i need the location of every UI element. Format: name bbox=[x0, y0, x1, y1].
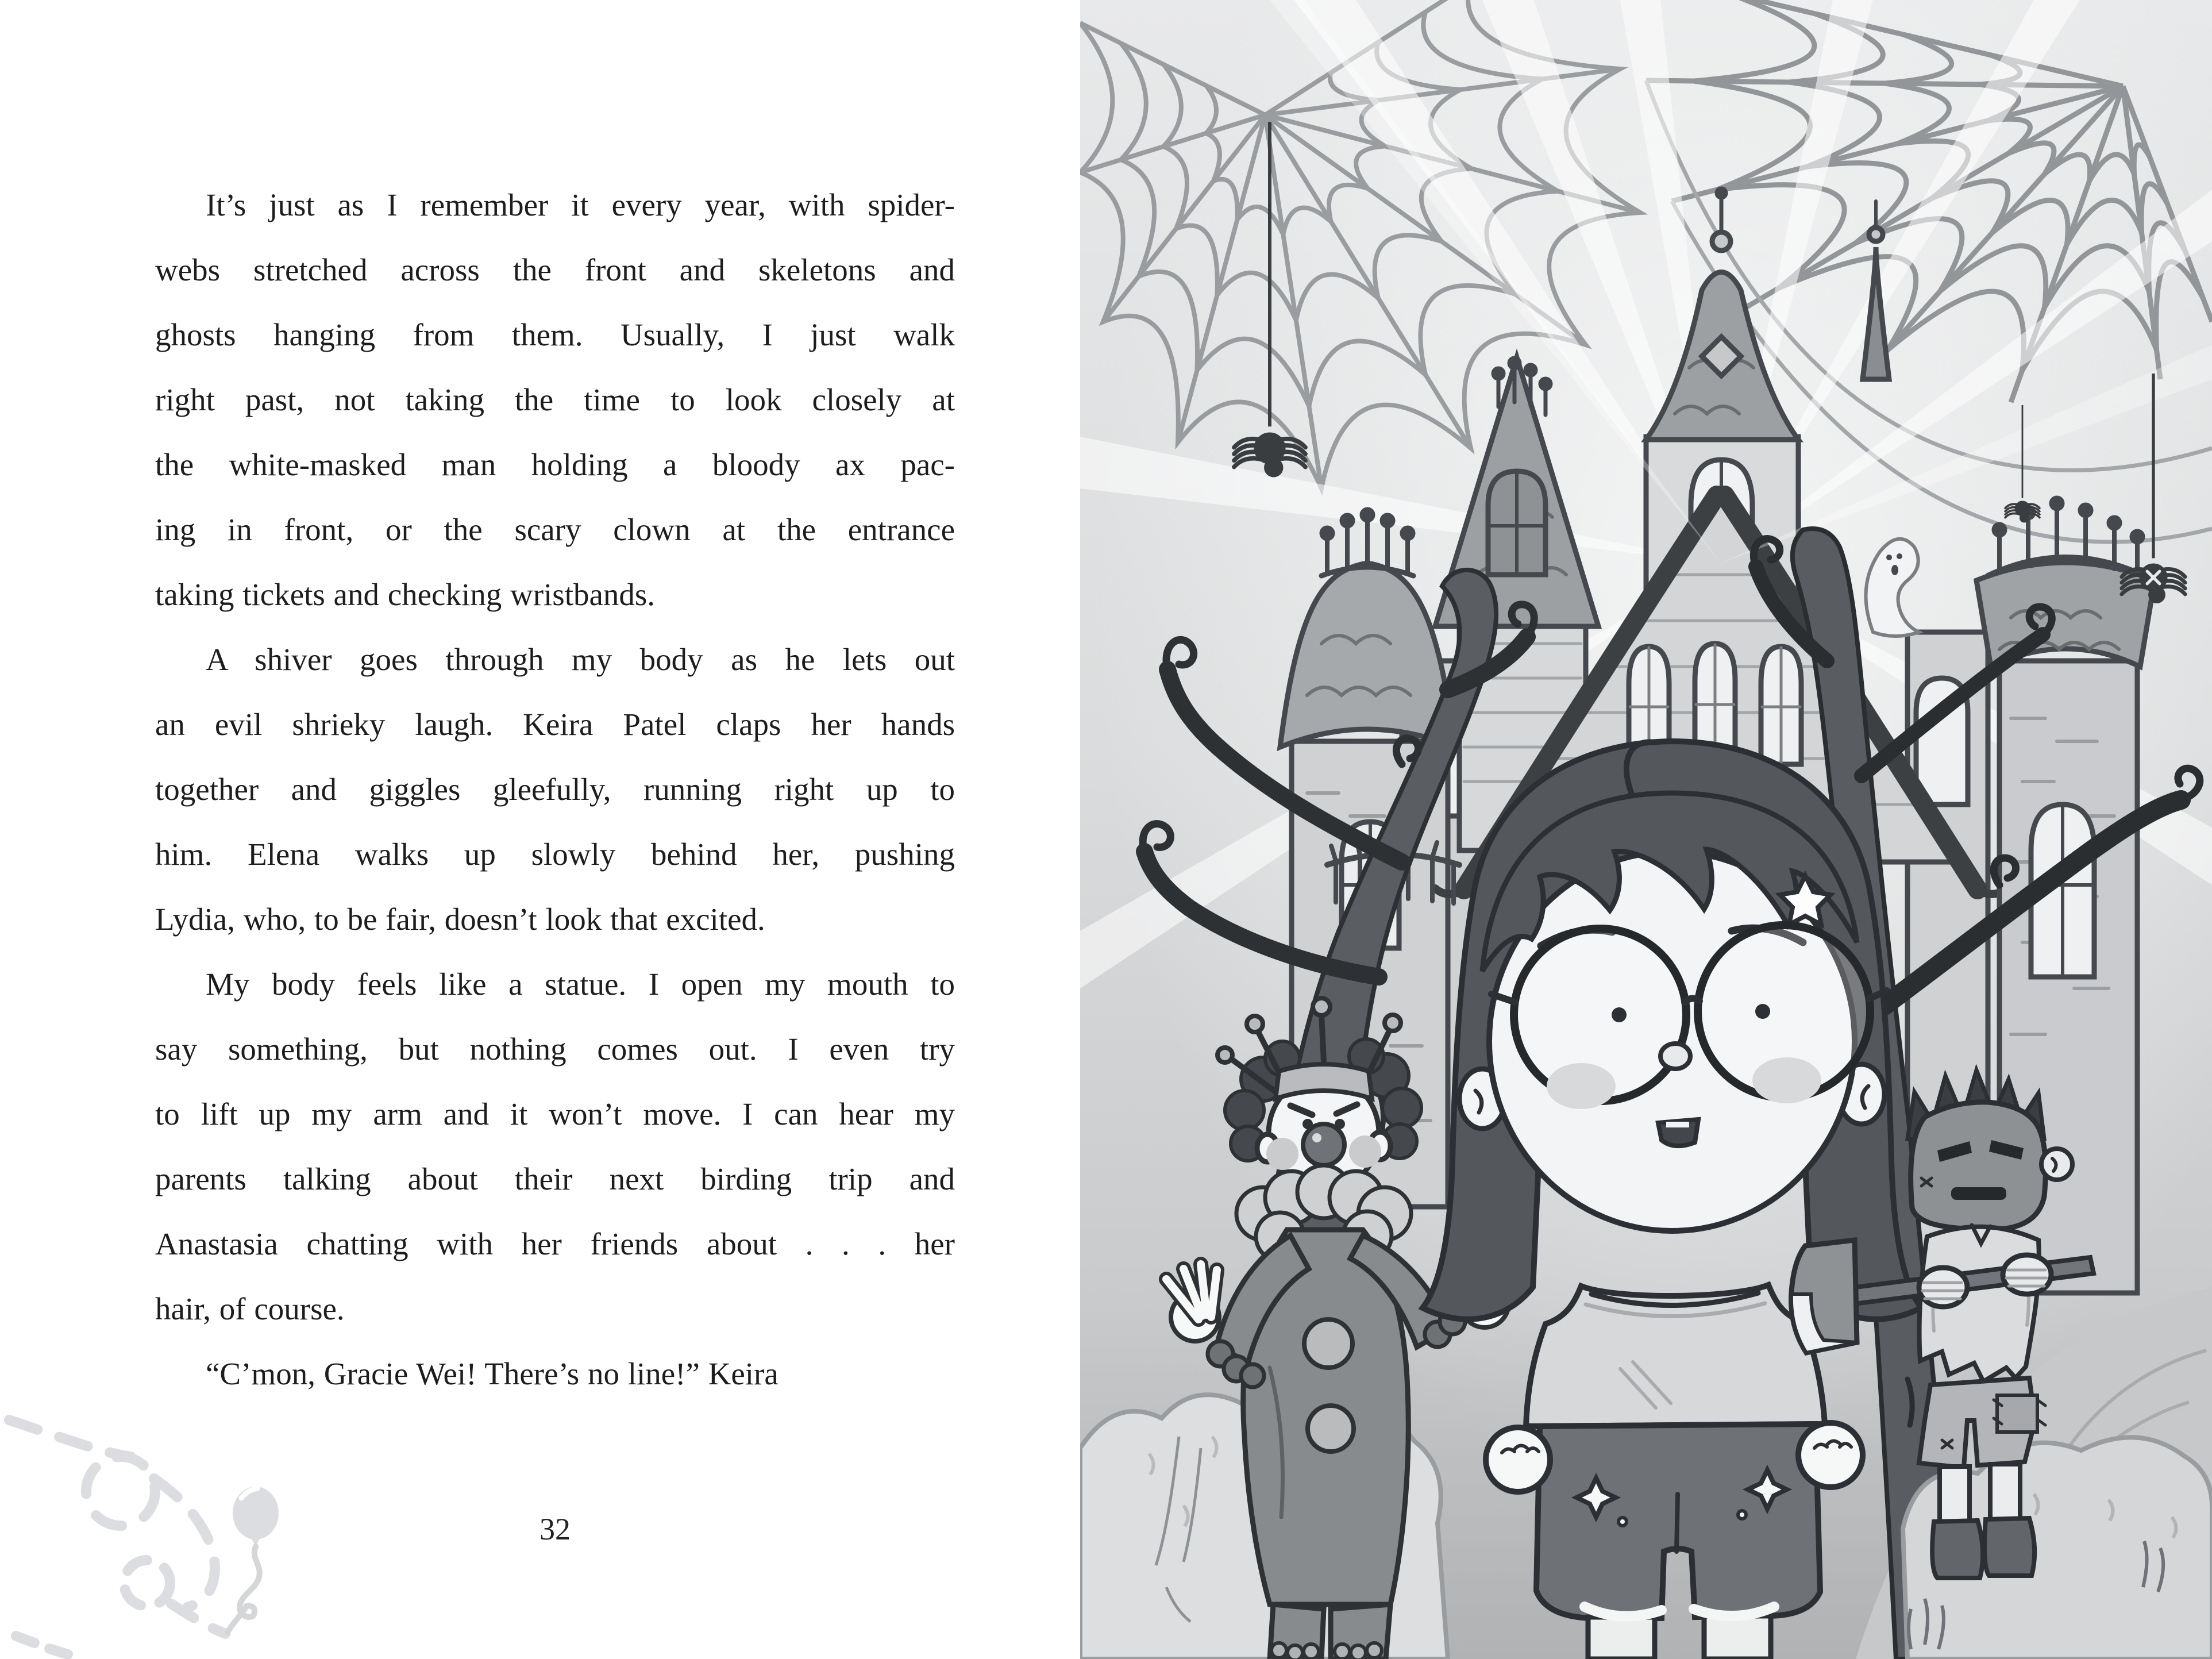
story-line: taking tickets and checking wristbands. bbox=[155, 577, 656, 612]
story-line: Anastasia chatting with her friends about . . . her bbox=[155, 1226, 955, 1261]
story-line: right past, not taking the time to look closely at bbox=[155, 382, 955, 417]
balloon-doodle-icon bbox=[0, 1411, 333, 1659]
story-line: My body feels like a statue. I open my mouth to bbox=[206, 967, 955, 1002]
story-line: It’s just as I remember it every year, with spider- bbox=[206, 187, 955, 222]
story-line: him. Elena walks up slowly behind her, pushing bbox=[155, 837, 955, 872]
story-line: to lift up my arm and it won’t move. I can hear my bbox=[155, 1096, 955, 1131]
story-line: an evil shrieky laugh. Keira Patel claps her hands bbox=[155, 707, 955, 742]
story-line: hair, of course. bbox=[155, 1291, 345, 1326]
story-text bbox=[155, 172, 955, 1406]
story-line: ing in front, or the scary clown at the entrance bbox=[155, 512, 955, 547]
page-number: 32 bbox=[539, 1512, 571, 1546]
story-line: say something, but nothing comes out. I even try bbox=[155, 1031, 955, 1067]
story-line: “C’mon, Gracie Wei! There’s no line!” Keira bbox=[206, 1356, 779, 1391]
story-line: ghosts hanging from them. Usually, I just walk bbox=[155, 317, 955, 352]
book-page-left bbox=[0, 0, 1080, 1659]
story-line: together and giggles gleefully, running right up to bbox=[155, 772, 955, 807]
story-line: A shiver goes through my body as he lets out bbox=[206, 642, 955, 677]
story-line: the white-masked man holding a bloody ax pac- bbox=[155, 447, 955, 482]
story-line: parents talking about their next birding trip and bbox=[155, 1161, 955, 1196]
book-page-right-illustration bbox=[1080, 0, 2212, 1659]
story-line: Lydia, who, to be fair, doesn’t look that excited. bbox=[155, 902, 765, 937]
story-line: webs stretched across the front and skeletons and bbox=[155, 252, 955, 287]
balloon-icon bbox=[228, 1487, 279, 1633]
